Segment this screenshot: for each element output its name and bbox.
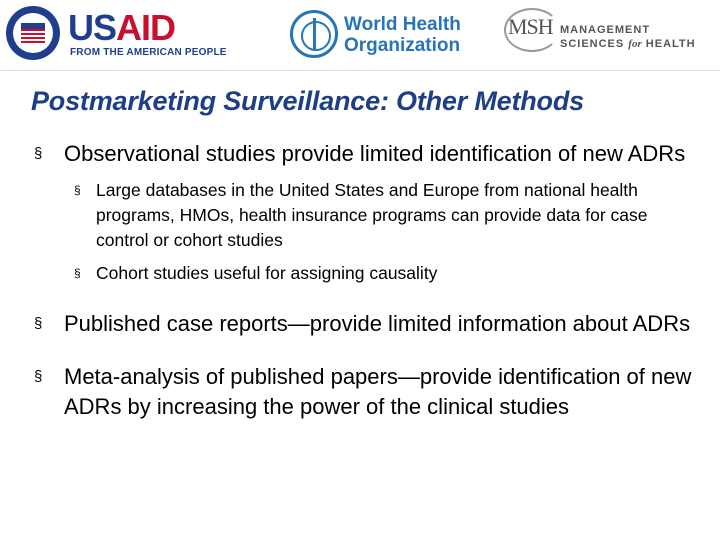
bullet-item <box>34 309 694 339</box>
bullet-marker-icon: § <box>74 266 81 280</box>
bullet-item <box>34 139 694 169</box>
slide-body <box>34 139 694 422</box>
logo-bar <box>0 0 720 68</box>
sub-bullet-item <box>34 261 694 286</box>
slide-title: Postmarketing Surveillance: Other Methods <box>31 86 584 116</box>
usaid-logo <box>6 6 227 62</box>
usaid-seal-icon <box>6 6 60 60</box>
bullet-marker-icon: § <box>34 145 43 162</box>
bullet-text: Meta-analysis of published papers—provide identification of new ADRs by increasing the power of the clinical studies <box>64 364 692 419</box>
sub-bullet-text: Large databases in the United States and Europe from national health programs, HMOs, health insurance programs can provide data for case control or cohort studies <box>96 180 648 250</box>
bullet-marker-icon: § <box>74 183 81 197</box>
msh-logo <box>508 14 718 58</box>
msh-mark-icon: MSH <box>508 14 553 39</box>
usaid-tagline: FROM THE AMERICAN PEOPLE <box>70 47 227 58</box>
who-wordmark: World Health Organization <box>344 14 461 56</box>
who-logo <box>290 10 460 60</box>
header-divider <box>0 70 720 71</box>
who-emblem-icon <box>290 10 338 58</box>
msh-wordmark: MANAGEMENT SCIENCES for HEALTH <box>560 24 696 50</box>
bullet-item <box>34 362 694 422</box>
usaid-wordmark: USAID <box>68 7 176 48</box>
sub-bullet-text: Cohort studies useful for assigning causality <box>96 263 438 283</box>
bullet-marker-icon: § <box>34 368 43 385</box>
bullet-text: Observational studies provide limited identification of new ADRs <box>64 141 686 166</box>
sub-bullet-item <box>34 178 694 253</box>
bullet-marker-icon: § <box>34 315 43 332</box>
bullet-text: Published case reports—provide limited information about ADRs <box>64 311 691 336</box>
